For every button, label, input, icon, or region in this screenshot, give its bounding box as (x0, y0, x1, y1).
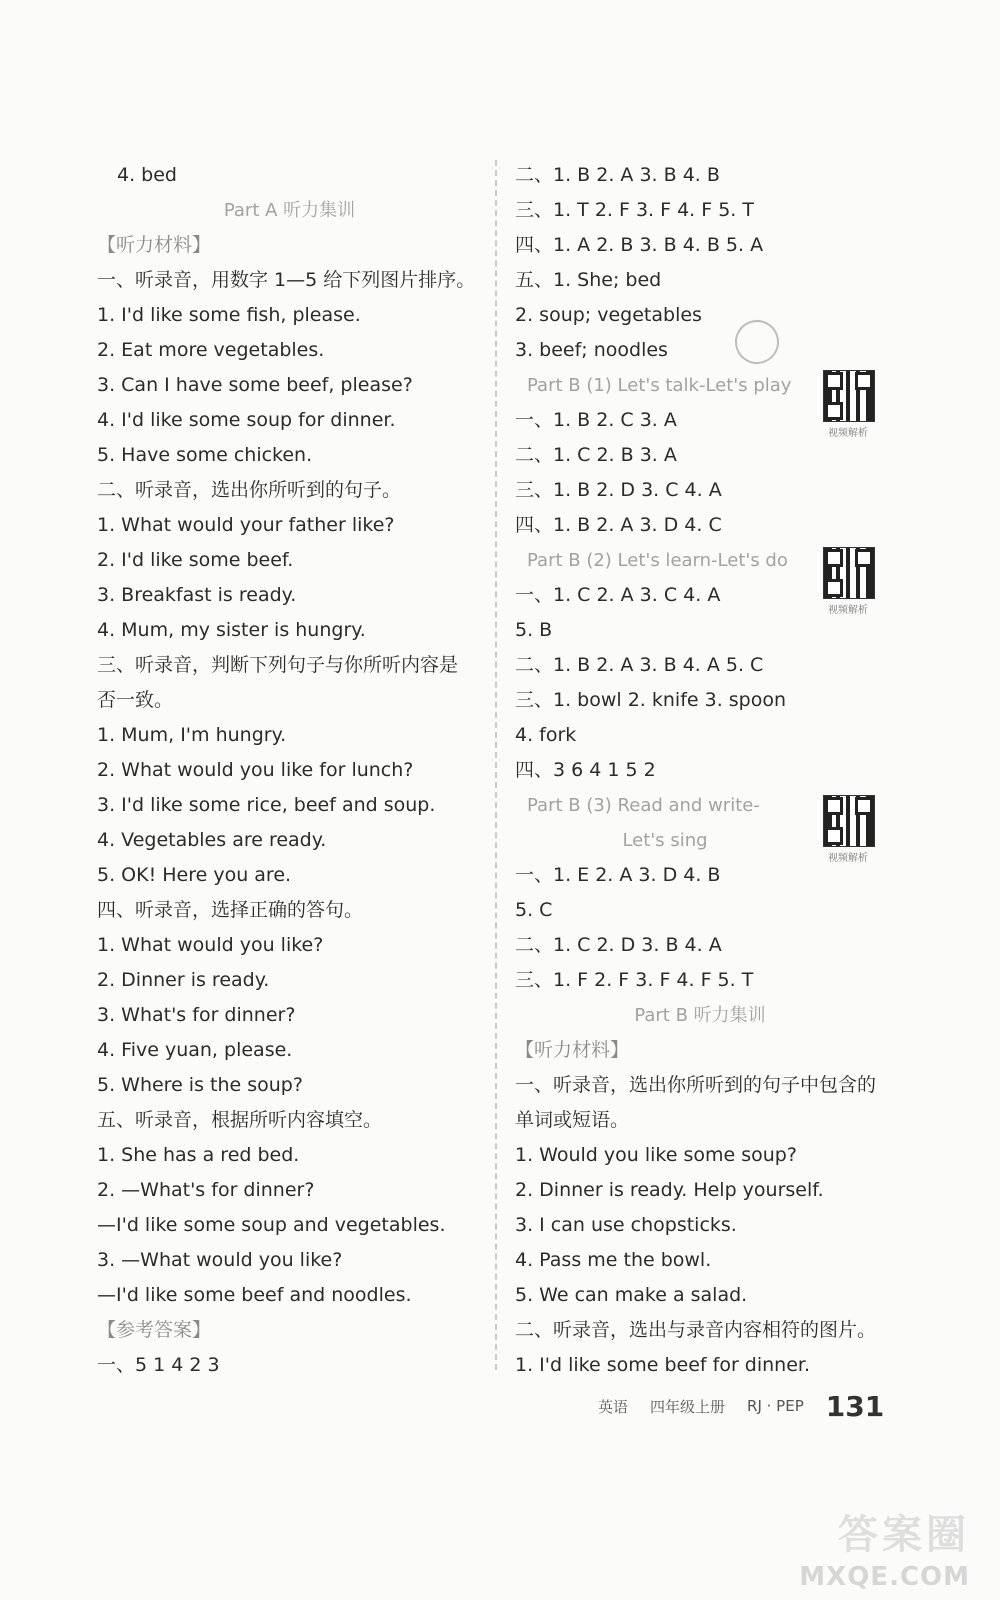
text-line: 5. B (515, 619, 553, 641)
text-line: 5. Have some chicken. (97, 444, 313, 466)
text-line: 4. bed (117, 164, 177, 186)
text-line: 【听力材料】 (97, 234, 212, 256)
text-line: 3. I can use chopsticks. (515, 1214, 737, 1236)
text-line: 三、1. bowl 2. knife 3. spoon (515, 689, 787, 711)
text-line: 2. Eat more vegetables. (97, 339, 325, 361)
qr-label: 视频解析 (828, 605, 868, 616)
watermark-logo: 答案圈 (838, 1512, 970, 1558)
text-line: 一、1. C 2. A 3. C 4. A (515, 584, 721, 606)
qr-code-part-b1[interactable] (820, 370, 876, 439)
text-line: 5. We can make a salad. (515, 1284, 748, 1306)
text-line: 一、5 1 4 2 3 (97, 1354, 220, 1376)
qr-code-icon (823, 795, 875, 847)
text-line: 四、1. A 2. B 3. B 4. B 5. A (515, 234, 764, 256)
text-line: 一、1. B 2. C 3. A (515, 409, 677, 431)
text-line: 二、听录音，选出你所听到的句子。 (97, 479, 402, 501)
text-line: 1. She has a red bed. (97, 1144, 300, 1166)
text-line: 2. What would you like for lunch? (97, 759, 414, 781)
text-line: 二、1. B 2. A 3. B 4. B (515, 164, 720, 186)
text-line: 3. What's for dinner? (97, 1004, 296, 1026)
text-line: 3. beef; noodles (515, 339, 668, 361)
text-line: 1. Would you like some soup? (515, 1144, 797, 1166)
footer-grade: 四年级上册 (650, 1397, 726, 1416)
qr-label: 视频解析 (828, 428, 868, 439)
text-line: 否一致。 (97, 689, 174, 711)
qr-label: 视频解析 (828, 853, 868, 864)
qr-code-part-b2[interactable] (820, 547, 876, 616)
text-line: 5. OK! Here you are. (97, 864, 292, 886)
qr-code-icon (823, 547, 875, 599)
section-title: Part B (3) Read and write- (527, 795, 760, 816)
section-title: Part B (2) Let's learn-Let's do (527, 550, 788, 571)
text-line: —I'd like some beef and noodles. (97, 1284, 412, 1306)
text-line: 三、听录音，判断下列句子与你所听内容是 (97, 654, 459, 676)
section-title: Let's sing (622, 830, 708, 851)
text-line: 1. Mum, I'm hungry. (97, 724, 287, 746)
text-line: 一、1. E 2. A 3. D 4. B (515, 864, 721, 886)
text-line: 4. I'd like some soup for dinner. (97, 409, 396, 431)
section-title: Part B 听力集训 (634, 1005, 766, 1026)
text-line: 三、1. T 2. F 3. F 4. F 5. T (515, 199, 754, 221)
text-line: 一、听录音，选出你所听到的句子中包含的 (515, 1074, 877, 1096)
text-line: 4. Pass me the bowl. (515, 1249, 712, 1271)
text-line: 3. I'd like some rice, beef and soup. (97, 794, 436, 816)
text-line: 3. —What would you like? (97, 1249, 343, 1271)
text-line: 4. Five yuan, please. (97, 1039, 293, 1061)
text-line: 5. Where is the soup? (97, 1074, 303, 1096)
text-line: 2. —What's for dinner? (97, 1179, 315, 1201)
text-line: 【参考答案】 (97, 1319, 212, 1341)
text-line: 一、听录音，用数字 1—5 给下列图片排序。 (97, 269, 476, 291)
text-line: 二、听录音，选出与录音内容相符的图片。 (515, 1319, 877, 1341)
text-line: 4. fork (515, 724, 577, 746)
text-line: 五、1. She; bed (515, 269, 662, 291)
text-line: 1. I'd like some fish, please. (97, 304, 361, 326)
footer-edition: RJ · PEP (747, 1397, 804, 1415)
qr-code-part-b3[interactable] (820, 795, 876, 864)
text-line: 四、听录音，选择正确的答句。 (97, 899, 364, 921)
text-line: 4. Vegetables are ready. (97, 829, 327, 851)
text-line: 1. What would you like? (97, 934, 324, 956)
text-line: 二、1. C 2. D 3. B 4. A (515, 934, 722, 956)
text-line: 【听力材料】 (515, 1039, 630, 1061)
section-title: Part B (1) Let's talk-Let's play (527, 375, 792, 396)
text-line: 2. Dinner is ready. Help yourself. (515, 1179, 824, 1201)
left-column (97, 158, 482, 1383)
text-line: 2. Dinner is ready. (97, 969, 270, 991)
text-line: 5. C (515, 899, 553, 921)
text-line: 二、1. C 2. B 3. A (515, 444, 677, 466)
text-line: 四、3 6 4 1 5 2 (515, 759, 656, 781)
text-line: 3. Can I have some beef, please? (97, 374, 413, 396)
qr-code-icon (823, 370, 875, 422)
text-line: 二、1. B 2. A 3. B 4. A 5. C (515, 654, 764, 676)
text-line: 2. I'd like some beef. (97, 549, 294, 571)
footer-subject: 英语 (598, 1397, 629, 1416)
text-line: 五、听录音，根据所听内容填空。 (97, 1109, 383, 1131)
text-line: 3. Breakfast is ready. (97, 584, 297, 606)
page-number: 131 (825, 1389, 885, 1423)
text-line: 1. I'd like some beef for dinner. (515, 1354, 811, 1376)
text-line: 三、1. F 2. F 3. F 4. F 5. T (515, 969, 754, 991)
page-footer (598, 1388, 906, 1424)
right-column (515, 158, 885, 1383)
text-line: 2. soup; vegetables (515, 304, 702, 326)
column-divider (495, 160, 497, 1370)
text-line: 1. What would your father like? (97, 514, 395, 536)
watermark-url: MXQE.COM (799, 1562, 970, 1592)
text-line: 四、1. B 2. A 3. D 4. C (515, 514, 722, 536)
text-line: 三、1. B 2. D 3. C 4. A (515, 479, 722, 501)
text-line: 4. Mum, my sister is hungry. (97, 619, 366, 641)
text-line: 单词或短语。 (515, 1109, 630, 1131)
text-line: —I'd like some soup and vegetables. (97, 1214, 446, 1236)
section-title: Part A 听力集训 (223, 200, 356, 221)
